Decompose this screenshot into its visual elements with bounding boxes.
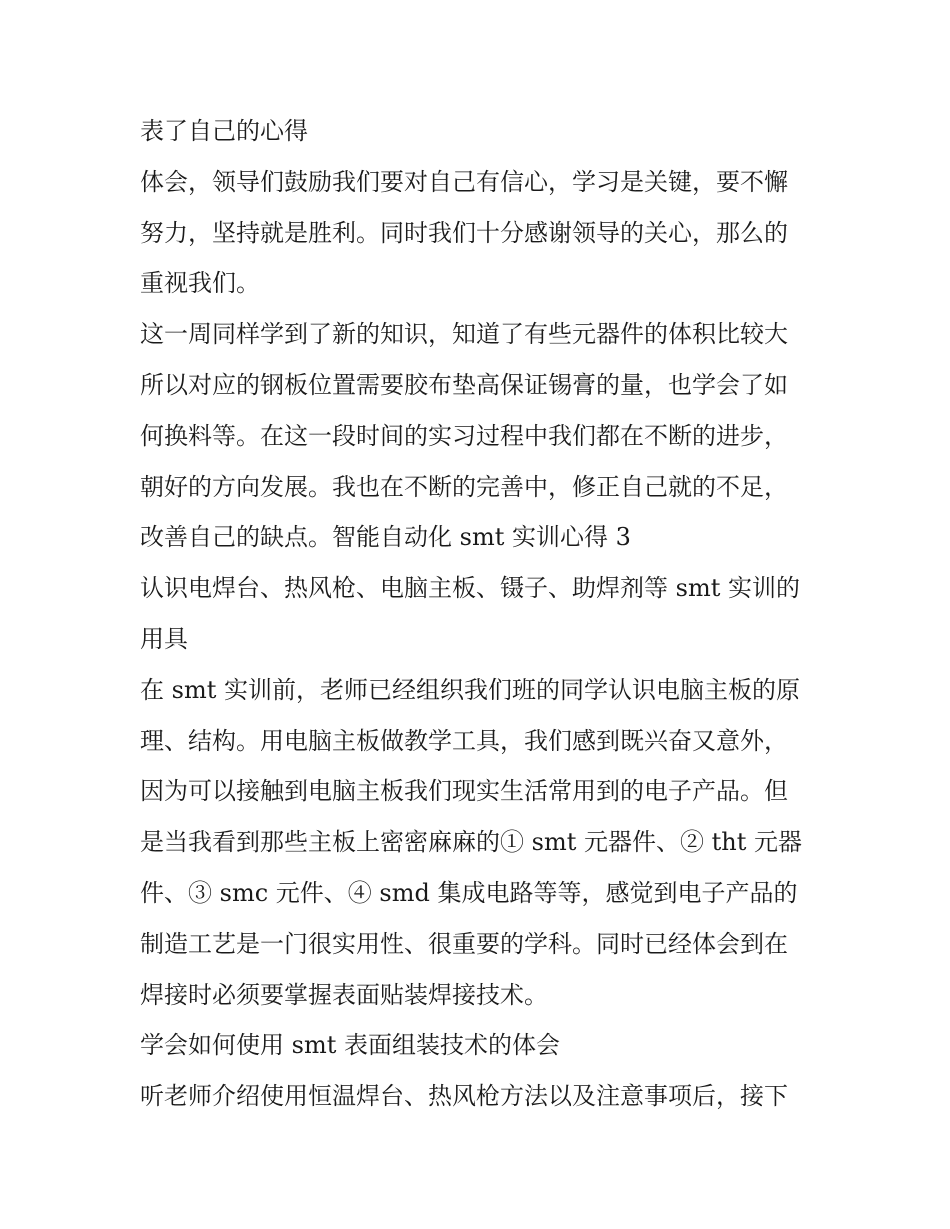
text-line: 何换料等。在这一段时间的实习过程中我们都在不断的进步， <box>140 421 788 450</box>
text-line: 学会如何使用 smt 表面组装技术的体会 <box>140 1031 560 1060</box>
text-line: 朝好的方向发展。我也在不断的完善中，修正自己就的不足， <box>140 472 788 501</box>
text-line: 努力，坚持就是胜利。同时我们十分感谢领导的关心，那么的 <box>140 218 788 247</box>
text-line: 焊接时必须要掌握表面贴装焊接技术。 <box>140 980 548 1009</box>
text-line: 理、结构。用电脑主板做教学工具，我们感到既兴奋又意外， <box>140 726 788 755</box>
text-line: 听老师介绍使用恒温焊台、热风枪方法以及注意事项后，接下 <box>140 1082 788 1111</box>
text-line: 表了自己的心得 <box>140 117 308 145</box>
text-line: 改善自己的缺点。智能自动化 smt 实训心得 3 <box>140 523 631 552</box>
text-line: 在 smt 实训前，老师已经组织我们班的同学认识电脑主板的原 <box>140 675 800 704</box>
text-line: 重视我们。 <box>140 269 260 298</box>
text-line: 体会，领导们鼓励我们要对自己有信心，学习是关键，要不懈 <box>140 167 788 196</box>
text-line: 用具 <box>140 624 188 653</box>
text-line: 认识电焊台、热风枪、电脑主板、镊子、助焊剂等 smt 实训的 <box>140 574 800 603</box>
text-line: 因为可以接触到电脑主板我们现实生活常用到的电子产品。但 <box>140 777 788 806</box>
document-body <box>140 106 820 1122</box>
text-line: 是当我看到那些主板上密密麻麻的① smt 元器件、② tht 元器 <box>140 828 802 857</box>
text-line: 制造工艺是一门很实用性、很重要的学科。同时已经体会到在 <box>140 929 788 958</box>
text-line: 所以对应的钢板位置需要胶布垫高保证锡膏的量，也学会了如 <box>140 370 788 399</box>
text-line: 件、③ smc 元件、④ smd 集成电路等等，感觉到电子产品的 <box>140 878 798 907</box>
text-line: 这一周同样学到了新的知识，知道了有些元器件的体积比较大 <box>140 320 788 349</box>
